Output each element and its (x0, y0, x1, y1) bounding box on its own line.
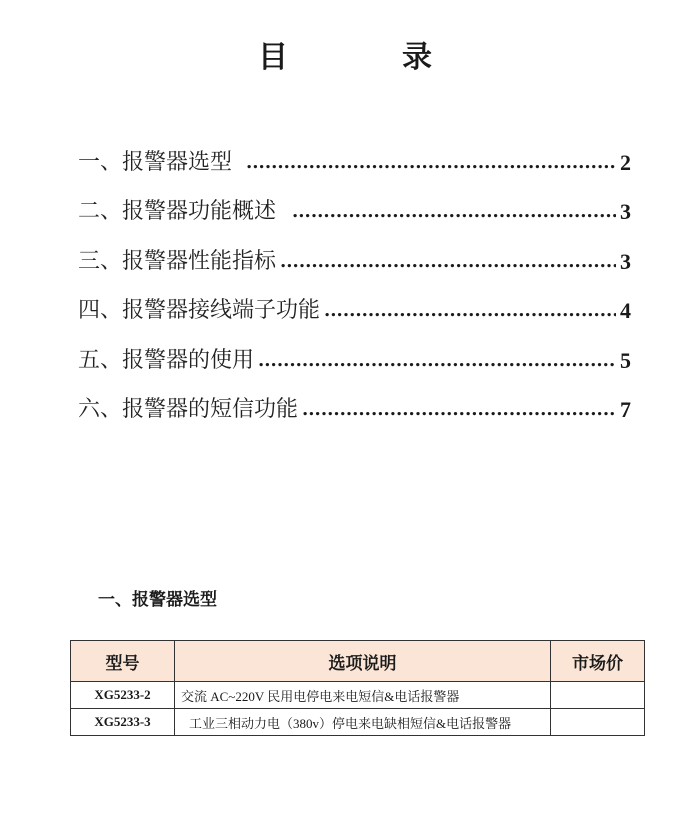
toc-entry[interactable] (78, 326, 631, 376)
toc-entry-page: 3 (620, 248, 631, 274)
toc-entry-label: 五、报警器的使用 (78, 347, 255, 373)
toc-leader-dots (246, 148, 616, 178)
toc-entry-label: 一、报警器选型 (78, 149, 233, 175)
header-description: 选项说明 (175, 641, 551, 682)
model-selection-table (70, 640, 645, 736)
toc-leader-dots (258, 346, 616, 376)
header-model: 型号 (71, 641, 175, 682)
title-char-2: 录 (402, 40, 432, 75)
cell-model: XG5233-2 (71, 682, 175, 709)
table-header-row (71, 641, 645, 682)
toc-entry-label: 四、报警器接线端子功能 (78, 298, 321, 323)
toc-leader-dots (302, 395, 616, 425)
toc-entry-page: 4 (620, 298, 631, 323)
toc-entry[interactable] (78, 376, 631, 426)
toc-leader-dots (280, 247, 616, 277)
cell-description: 工业三相动力电（380v）停电来电缺相短信&电话报警器 (175, 709, 551, 736)
table-row (71, 682, 645, 709)
cell-model: XG5233-3 (71, 709, 175, 736)
toc-entry-label: 二、报警器功能概述 (78, 199, 277, 224)
toc-entry[interactable] (78, 277, 631, 327)
cell-description: 交流 AC~220V 民用电停电来电短信&电话报警器 (175, 682, 551, 709)
section-heading: 一、报警器选型 (98, 590, 217, 610)
toc-entry[interactable] (78, 178, 631, 228)
table-row (71, 709, 645, 736)
cell-price (551, 709, 645, 736)
toc-entry-page: 7 (620, 397, 631, 422)
page-title (0, 38, 697, 78)
cell-price (551, 682, 645, 709)
header-price: 市场价 (551, 641, 645, 682)
toc-leader-dots (292, 197, 616, 227)
toc-entry-page: 2 (620, 149, 631, 175)
toc-entry[interactable] (78, 227, 631, 277)
toc-entry-label: 三、报警器性能指标 (78, 248, 277, 274)
table-of-contents (78, 128, 631, 425)
toc-leader-dots (324, 296, 616, 326)
title-char-1: 目 (258, 40, 288, 75)
toc-entry-page: 5 (620, 347, 631, 373)
toc-entry[interactable] (78, 128, 631, 178)
toc-entry-page: 3 (620, 199, 631, 224)
toc-entry-label: 六、报警器的短信功能 (78, 397, 299, 422)
